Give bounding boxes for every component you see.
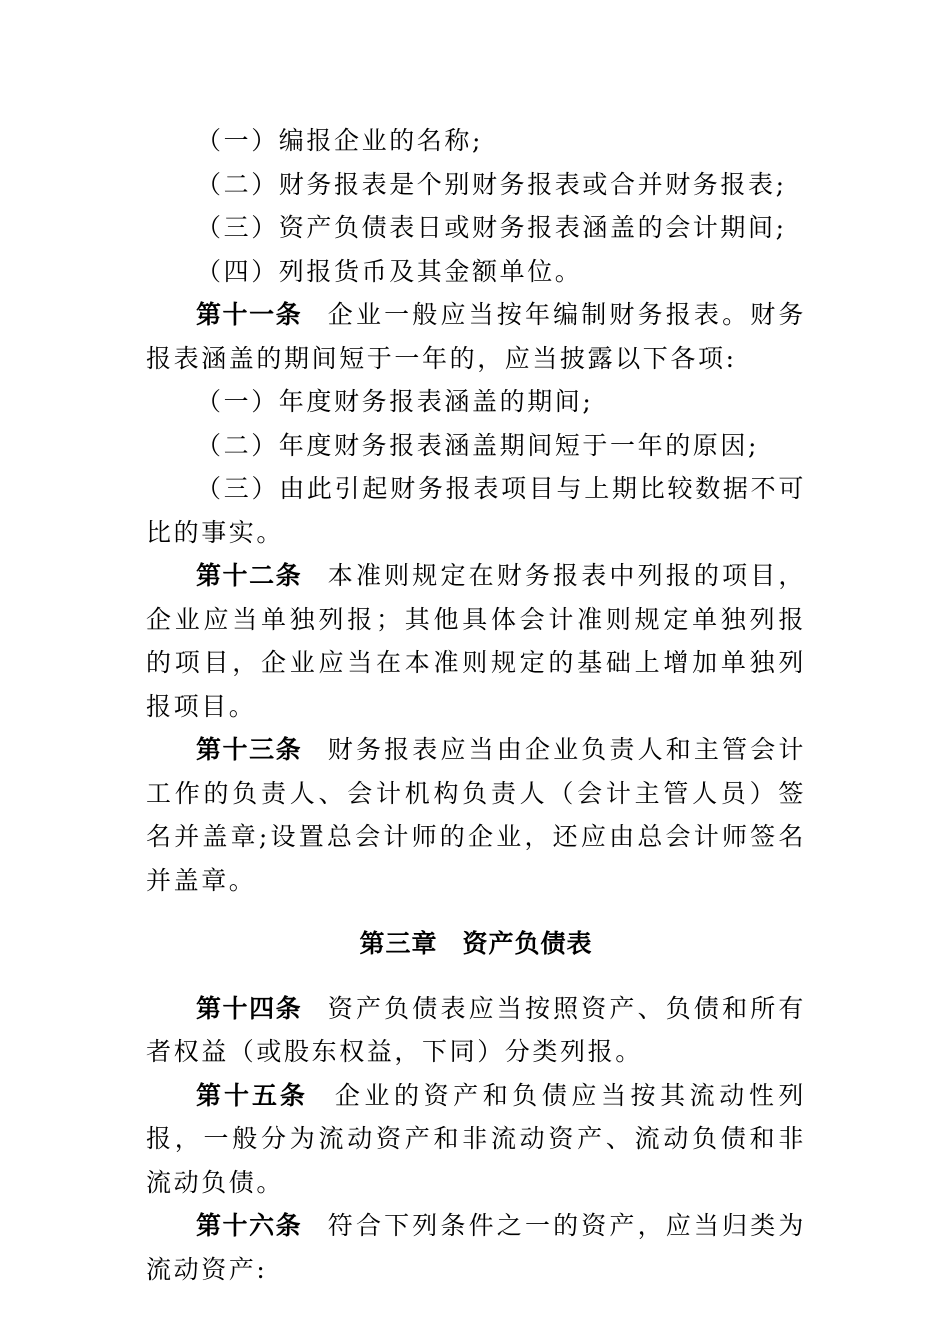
list-item: （四）列报货币及其金额单位。: [196, 256, 583, 286]
article-heading: 第十四条: [196, 993, 303, 1023]
list-item: （三）资产负债表日或财务报表涵盖的会计期间;: [196, 213, 787, 242]
article-text: 资产负债表应当按照资产、负债和所有者权益（或股东权益，下同）分类列报。: [146, 993, 806, 1066]
list-item: （二）财务报表是个别财务报表或合并财务报表;: [196, 169, 787, 199]
article-text: 本准则规定在财务报表中列报的项目，企业应当单独列报；其他具体会计准则规定单独列报的项目，企业应当在本准则规定的基础上增加单独列报项目。: [146, 561, 806, 721]
article-15: [146, 1074, 806, 1205]
article-12: [146, 554, 806, 728]
list-item: （二）年度财务报表涵盖期间短于一年的原因;: [196, 430, 760, 460]
article-11: [146, 293, 806, 380]
article-text: 企业一般应当按年编制财务报表。财务报表涵盖的期间短于一年的，应当披露以下各项:: [146, 300, 806, 373]
article-heading: 第十二条: [196, 561, 303, 590]
list-item: （一）编报企业的名称;: [196, 126, 484, 155]
article-text: 企业的资产和负债应当按其流动性列报，一般分为流动资产和非流动资产、流动负债和非流动负债。: [146, 1080, 806, 1197]
chapter-title: 资产负债表: [462, 929, 593, 958]
article-heading: 第十五条: [196, 1080, 308, 1110]
article-14: [146, 987, 806, 1074]
article-text: 符合下列条件之一的资产，应当归类为流动资产:: [146, 1211, 806, 1284]
article-heading: 第十六条: [196, 1211, 303, 1240]
article-13: [146, 728, 806, 902]
chapter-heading: [146, 902, 806, 987]
document-page: [146, 119, 806, 1291]
article-text: 财务报表应当由企业负责人和主管会计工作的负责人、会计机构负责人（会计主管人员）签名并盖章;设置总会计师的企业，还应由总会计师签名并盖章。: [146, 735, 806, 895]
article-16: [146, 1204, 806, 1291]
chapter-number: 第三章: [359, 929, 438, 958]
article-heading: 第十三条: [196, 735, 303, 764]
list-item: （一）年度财务报表涵盖的期间;: [196, 387, 594, 416]
list-item: （三）由此引起财务报表项目与上期比较数据不可比的事实。: [146, 474, 806, 547]
article-heading: 第十一条: [196, 300, 303, 329]
